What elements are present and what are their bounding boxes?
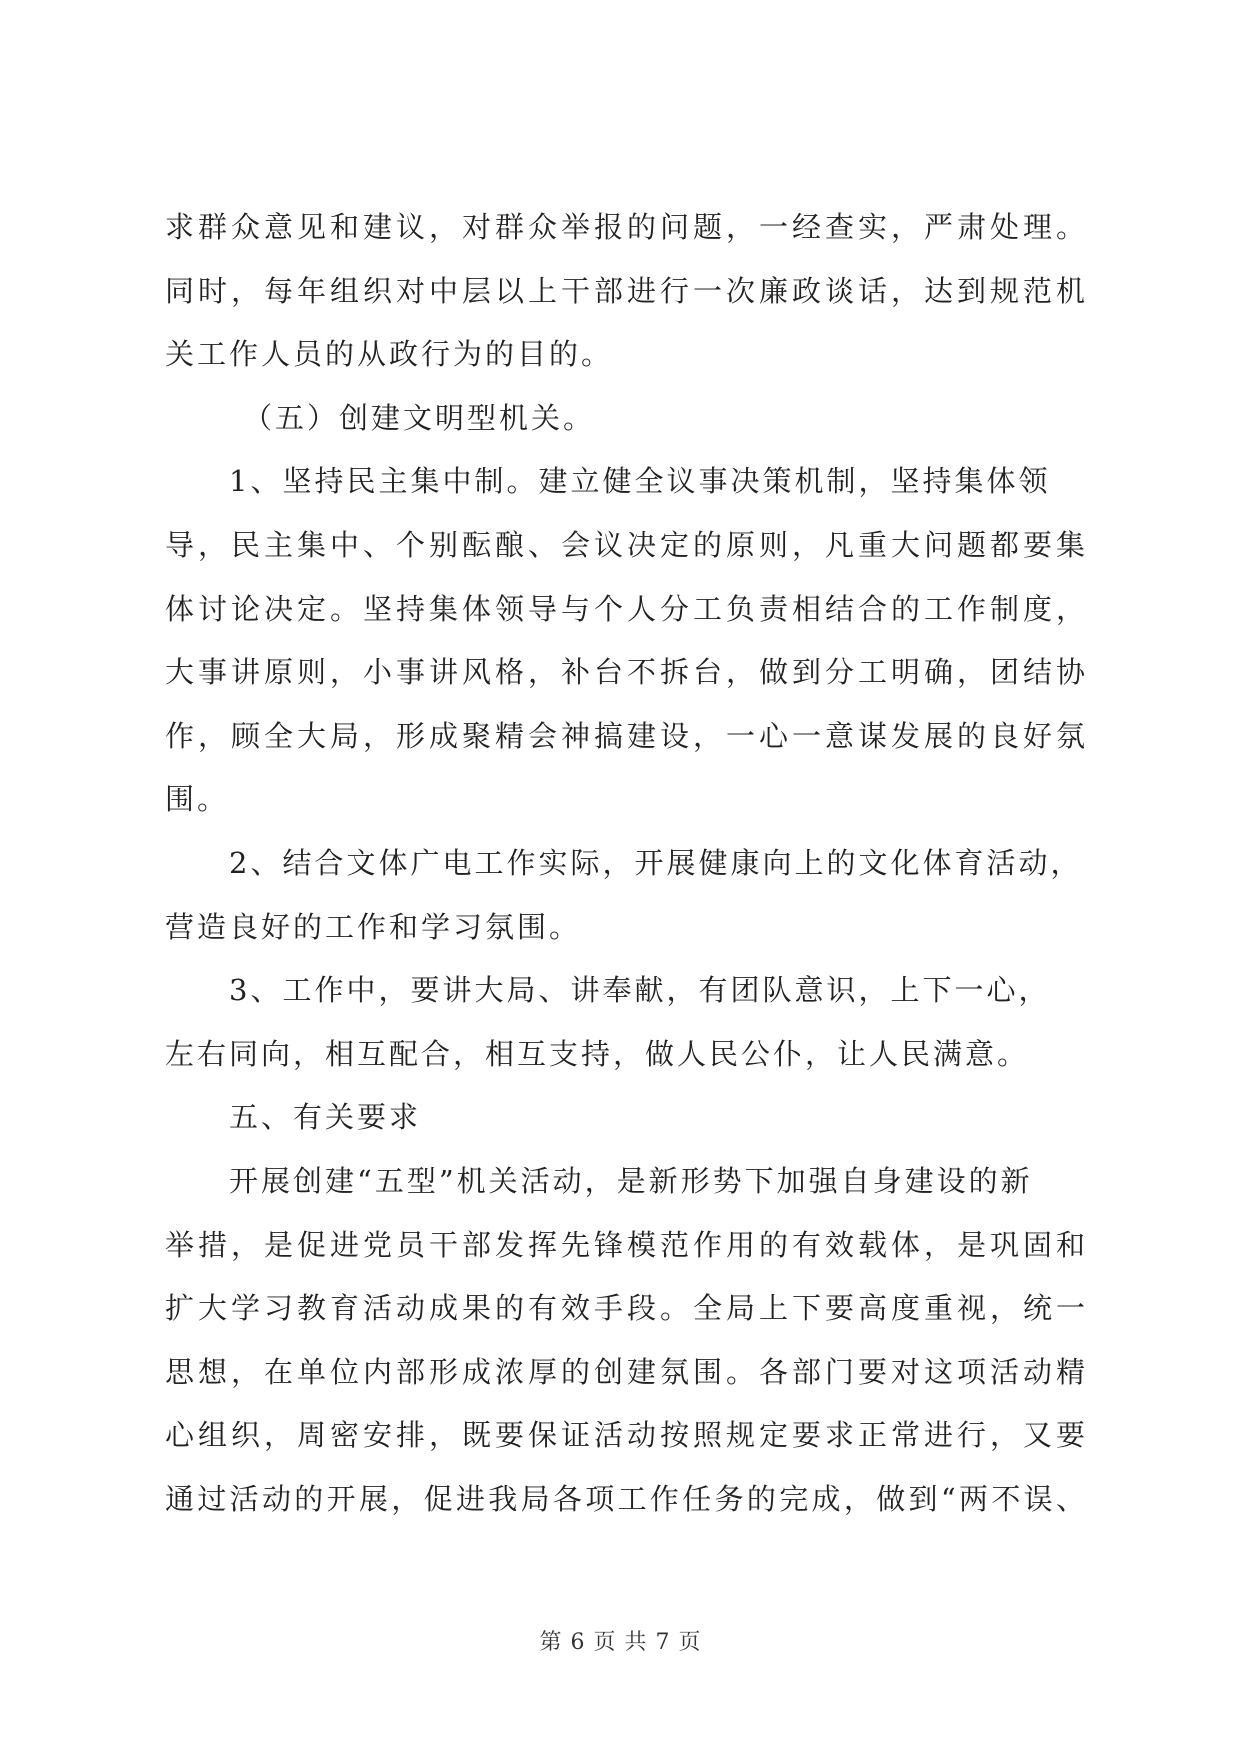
text-line: 营造良好的工作和学习氛围。	[165, 909, 582, 944]
section-heading: 五、有关要求	[229, 1100, 422, 1135]
body-text	[165, 196, 1085, 1531]
section-heading: （五）创建文明型机关。	[243, 400, 596, 435]
text-line: 体讨论决定。坚持集体领导与个人分工负责相结合的工作制度，	[165, 591, 1085, 626]
text-line: 开展创建“五型”机关活动，是新形势下加强自身建设的新	[229, 1163, 1033, 1198]
text-line: 导，民主集中、个别酝酿、会议决定的原则，凡重大问题都要集	[165, 527, 1085, 562]
text-line: 1、坚持民主集中制。建立健全议事决策机制，坚持集体领	[229, 464, 1051, 499]
text-line: 左右同向，相互配合，相互支持，做人民公仆，让人民满意。	[165, 1036, 1030, 1071]
text-line: 大事讲原则，小事讲风格，补台不拆台，做到分工明确，团结协	[165, 655, 1085, 690]
text-line: 思想，在单位内部形成浓厚的创建氛围。各部门要对这项活动精	[165, 1354, 1085, 1389]
text-line: 心组织，周密安排，既要保证活动按照规定要求正常进行，又要	[165, 1418, 1085, 1453]
text-line: 扩大学习教育活动成果的有效手段。全局上下要高度重视，统一	[165, 1291, 1085, 1326]
text-line: 作，顾全大局，形成聚精会神搞建设，一心一意谋发展的良好氛	[165, 718, 1085, 753]
text-line: 关工作人员的从政行为的目的。	[165, 337, 614, 372]
text-line: 通过活动的开展，促进我局各项工作任务的完成，做到“两不误、	[165, 1481, 1085, 1516]
text-line: 同时，每年组织对中层以上干部进行一次廉政谈话，达到规范机	[165, 273, 1085, 308]
text-line: 3、工作中，要讲大局、讲奉献，有团队意识，上下一心，	[229, 973, 1051, 1008]
page-number-footer: 第 6 页 共 7 页	[539, 1630, 702, 1655]
text-line: 2、结合文体广电工作实际，开展健康向上的文化体育活动，	[229, 845, 1083, 880]
text-line: 求群众意见和建议，对群众举报的问题，一经查实，严肃处理。	[165, 210, 1085, 244]
text-line: 围。	[165, 782, 230, 817]
text-line: 举措，是促进党员干部发挥先锋模范作用的有效载体，是巩固和	[165, 1227, 1085, 1262]
